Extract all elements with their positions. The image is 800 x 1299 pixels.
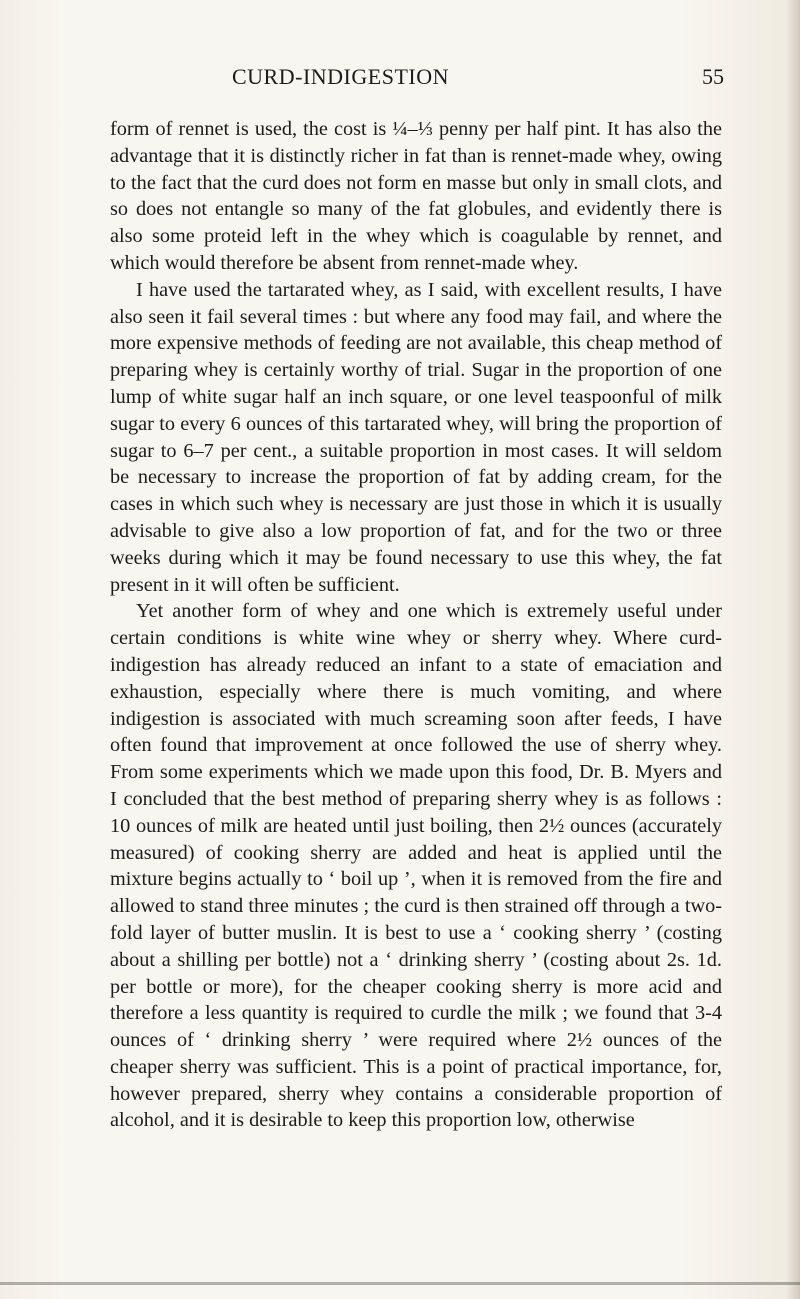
paragraph-1: form of rennet is used, the cost is ¼–⅓ penny per half pint. It has also the advantage that it is distinctly richer in fat than is rennet-made whey, owing to the fact that the curd does not form en masse but only in small clots, and so does not entangle so many of the fat globules, and evidently there is also some proteid left in the whey which is coagulable by rennet, and which would therefore be absent from rennet-made whey. — [110, 118, 722, 274]
page-edge-shadow — [786, 0, 800, 1299]
paragraph-3: Yet another form of whey and one which is extremely useful under certain conditions is white wine whey or sherry whey. Where curd-indigestion has already reduced an infant to a state of emaciation and exhaustion, especially where there is much vomiting, and where indigestion is associated with much screaming soon after feeds, I have often found that improvement at once followed the use of sherry whey. From some experiments which we made upon this food, Dr. B. Myers and I concluded that the best method of preparing sherry whey is as follows : 10 ounces of milk are heated until just boiling, then 2½ ounces (accurately measured) of cooking sherry are added and heat is applied until the mixture begins actually to ‘ boil up ’, when it is removed from the fire and allowed to stand three minutes ; the curd is then strained off through a two-fold layer of butter muslin. It is best to use a ‘ cooking sherry ’ (costing about a shilling per bottle) not a ‘ drinking sherry ’ (costing about 2s. 1d. per bottle or more), for the cheaper cooking sherry is more acid and therefore a less quantity is required to curdle the milk ; we found that 3-4 ounces of ‘ drinking sherry ’ were required where 2½ ounces of the cheaper sherry was sufficient. This is a point of practical importance, for, however prepared, sherry whey contains a considerable proportion of alcohol, and it is desirable to keep this proportion low, otherwise — [110, 600, 722, 1132]
paragraph-2: I have used the tartarated whey, as I said, with excellent results, I have also seen it fail several times : but where any food may fail, and where the more expensive methods of feeding are not available, this cheap method of preparing whey is certainly worthy of trial. Sugar in the proportion of one lump of white sugar half an inch square, or one level teaspoonful of milk sugar to every 6 ounces of this tartarated whey, will bring the proportion of sugar to 6–7 per cent., a suitable proportion in most cases. It will seldom be necessary to increase the proportion of fat by adding cream, for the cases in which such whey is necessary are just those in which it is usually advisable to give also a low proportion of fat, and for the two or three weeks during which it may be found necessary to use this whey, the fat present in it will often be sufficient. — [110, 278, 722, 596]
page-number: 55 — [702, 64, 724, 89]
bottom-edge-line — [0, 1282, 800, 1285]
running-head: CURD-INDIGESTION — [232, 64, 449, 89]
body-text — [110, 116, 722, 1134]
page-header — [0, 64, 800, 92]
